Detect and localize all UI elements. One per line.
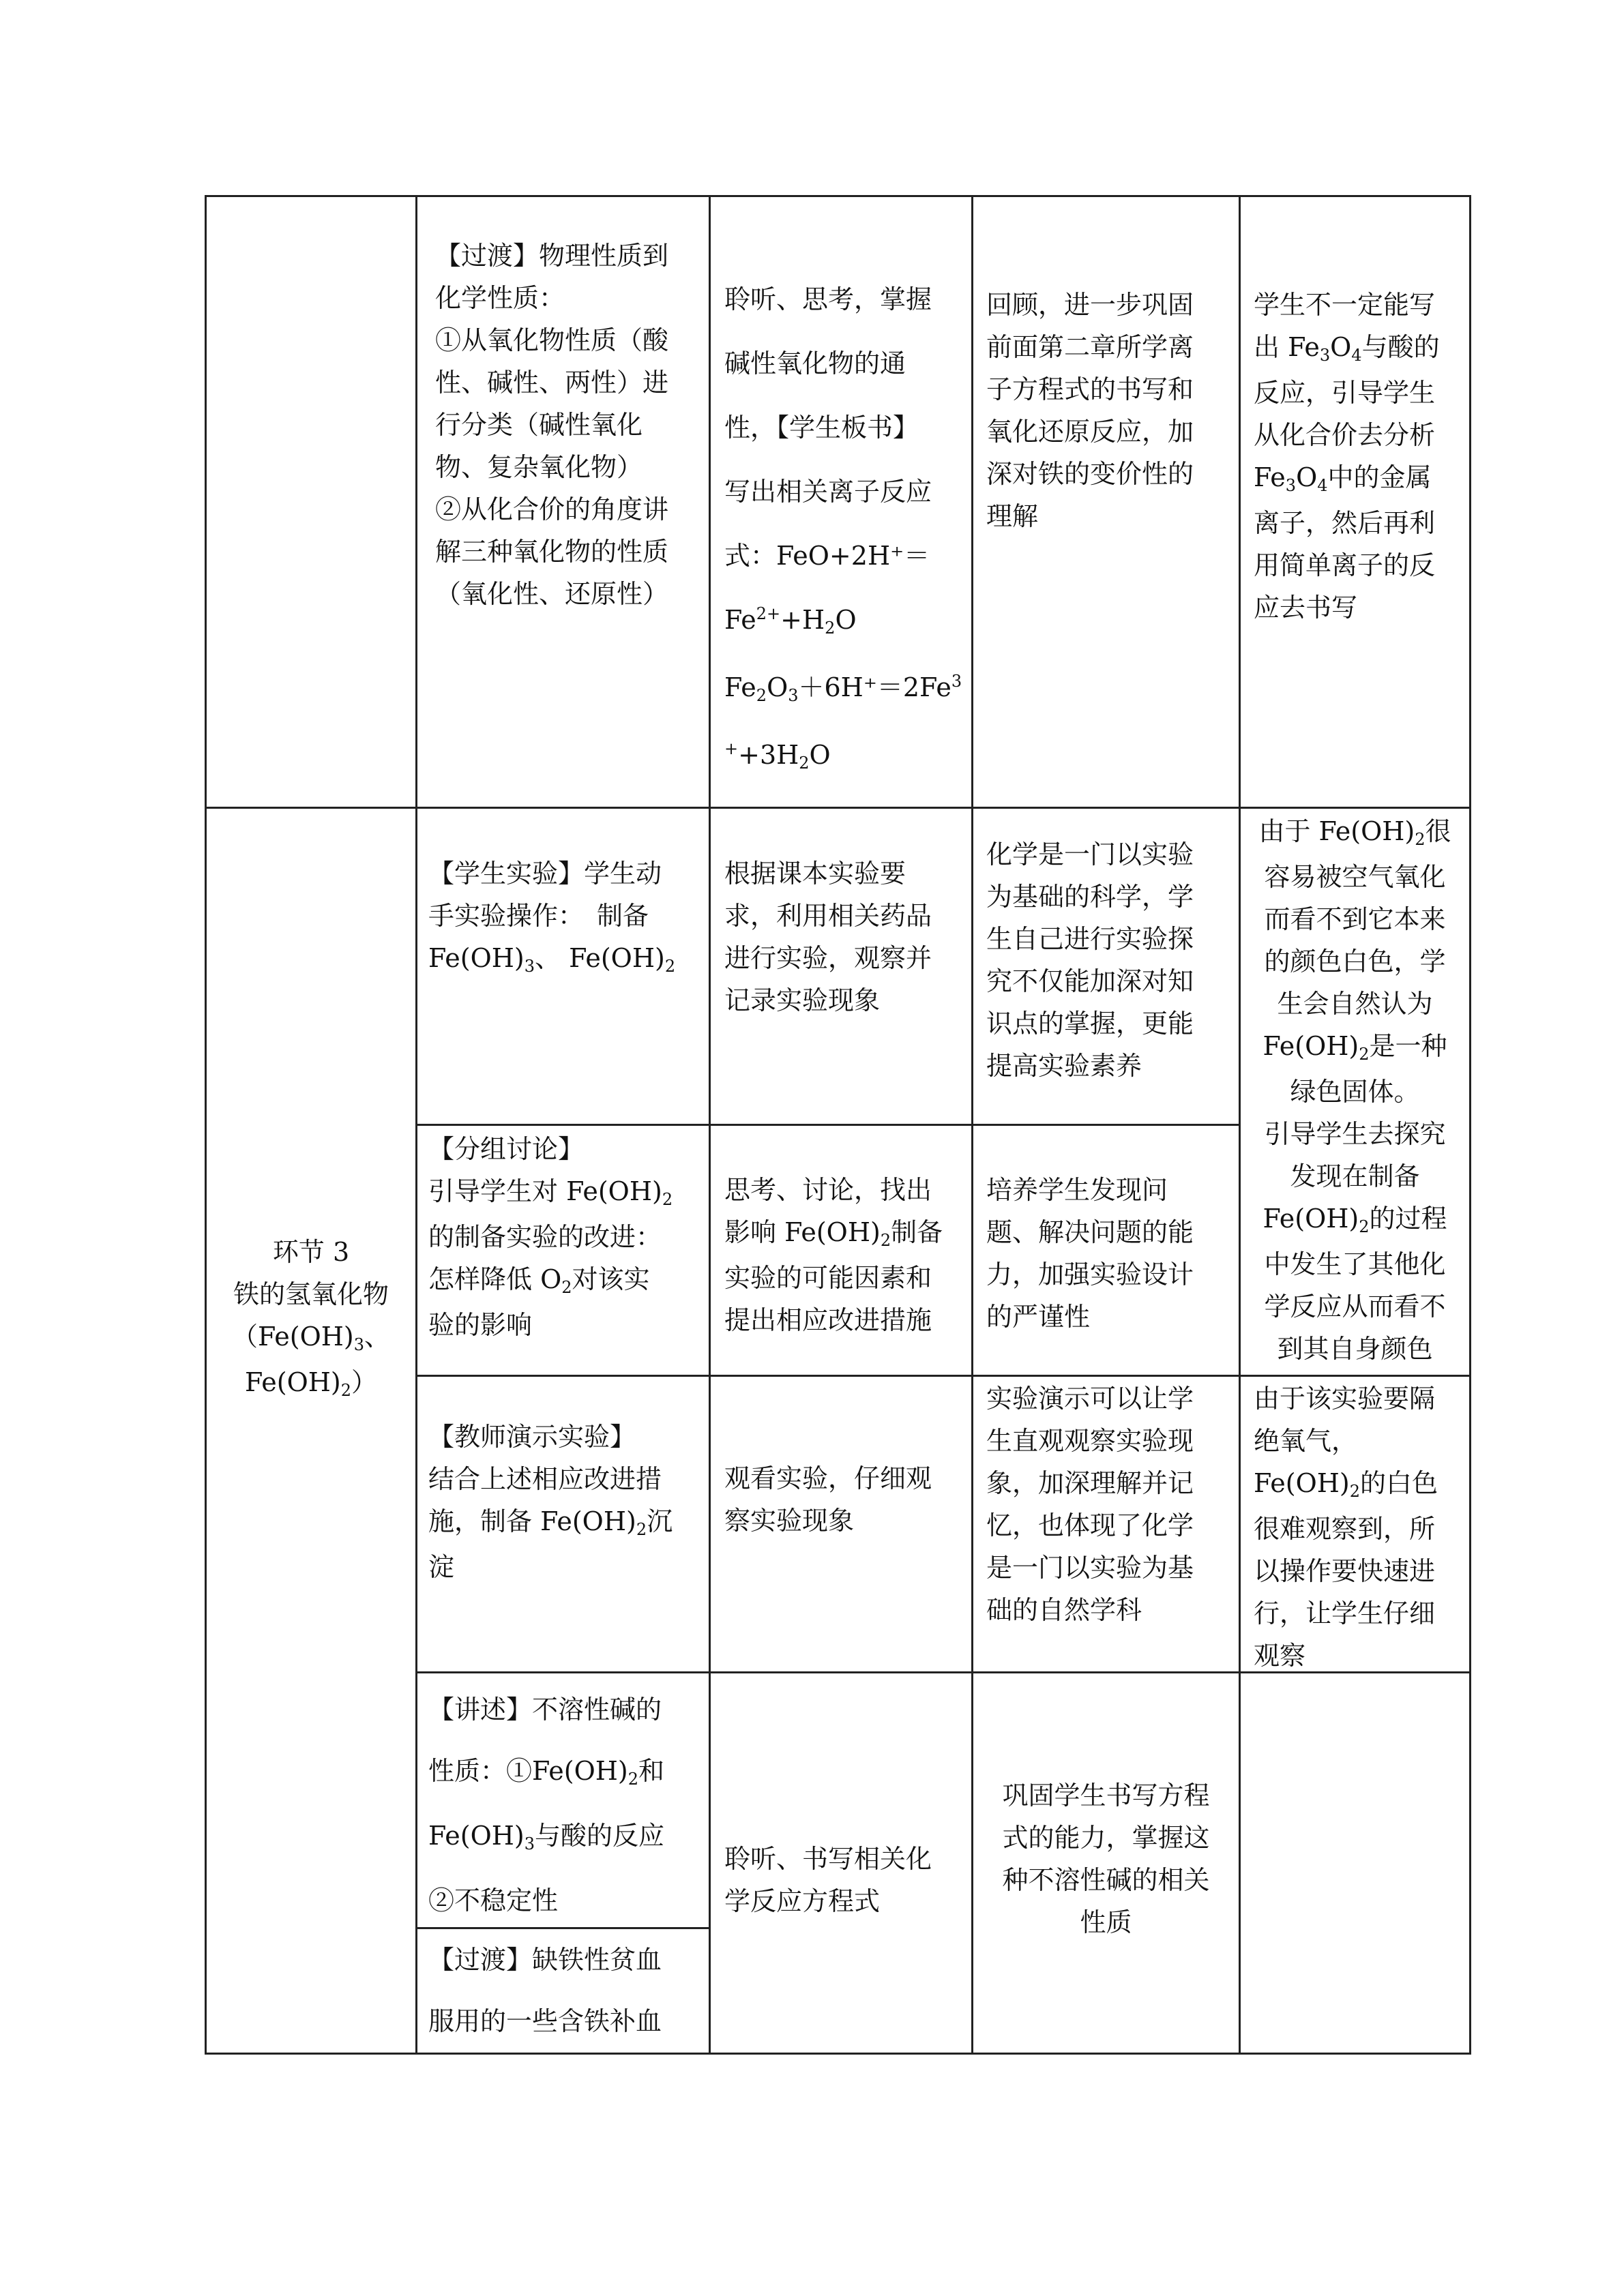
text-part: 沉 [647, 1506, 673, 1536]
subscript: 2 [1359, 1045, 1370, 1064]
superscript: 2+ [756, 604, 781, 623]
text-line [1254, 456, 1471, 502]
row5-activity-cell [428, 1679, 708, 1931]
row4-intent-cell [986, 1377, 1239, 1631]
subscript: 2 [664, 957, 676, 976]
text-line [428, 937, 708, 983]
subscript: 4 [1351, 346, 1362, 365]
text-part: ） [351, 1367, 377, 1397]
text-line: 性、碱性、两性）进 [435, 368, 669, 398]
text-line: 写出相关离子反应 [724, 477, 932, 507]
text-part: 怎样降低 O [428, 1264, 562, 1294]
text-part: 出 Fe [1254, 332, 1320, 362]
text-part: 很 [1425, 816, 1451, 846]
text-line: 种不溶性碱的相关 [1002, 1865, 1210, 1895]
text-line: 淀 [428, 1552, 455, 1582]
text-part: （Fe(OH) [231, 1322, 354, 1352]
text-part: 制备 [891, 1217, 943, 1247]
text-line: 【过渡】缺铁性贫血 [428, 1945, 662, 1975]
row-divider-3 [415, 1375, 1471, 1377]
text-line [207, 1361, 415, 1407]
text-line: 的颜色白色，学 [1264, 946, 1446, 976]
text-line: 【过渡】物理性质到 [435, 241, 669, 271]
text-line: 容易被空气氧化 [1264, 862, 1446, 892]
text-line [1241, 1197, 1469, 1243]
text-line: 【学生实验】学生动 [428, 859, 662, 889]
text-part: 的过程 [1369, 1204, 1447, 1234]
row5-intent-cell [973, 1774, 1239, 1943]
text-line: 验的影响 [428, 1310, 533, 1340]
text-line [724, 1211, 977, 1257]
row1-note-cell [1254, 284, 1471, 629]
text-part: 、 [364, 1322, 391, 1352]
subscript: 3 [1319, 346, 1331, 365]
text-line: 生自己进行实验探 [986, 924, 1194, 954]
text-line: 思考、讨论，找出 [724, 1175, 932, 1205]
eq-part: +3H [738, 740, 799, 770]
text-line: 引导学生去探究 [1264, 1119, 1446, 1149]
text-line: 用简单离子的反 [1254, 550, 1436, 580]
text-line: 化学是一门以实验 [986, 839, 1194, 869]
text-line: （氧化性、还原性） [435, 579, 669, 609]
subscript: 3 [524, 1834, 535, 1853]
subscript: 3 [788, 686, 799, 705]
text-line: 手实验操作： 制备 [428, 901, 649, 931]
text-part: 引导学生对 Fe(OH) [428, 1176, 662, 1206]
text-line: 离子，然后再利 [1254, 508, 1436, 538]
text-line: 【教师演示实验】 [428, 1422, 636, 1452]
text-line [207, 1315, 415, 1361]
row1-activity-cell [435, 235, 708, 615]
text-part: Fe(OH) [428, 1821, 525, 1851]
text-line: 行分类（碱性氧化 [435, 410, 643, 440]
text-line: 前面第二章所学离 [986, 332, 1194, 362]
text-part: Fe [1254, 462, 1286, 492]
merged-note-cell [1241, 810, 1469, 1370]
text-line [1241, 810, 1469, 856]
row3-student-cell [724, 1169, 977, 1341]
text-part: Fe(OH) [428, 943, 525, 973]
text-part: 是一种 [1369, 1031, 1447, 1061]
equation-line: 式：FeO+2H⁺＝ [724, 541, 930, 571]
text-line: ②不稳定性 [428, 1885, 559, 1915]
text-line: 氧化还原反应，加 [986, 417, 1194, 447]
row1-intent-cell [986, 284, 1239, 537]
text-line: 解三种氧化物的性质 [435, 537, 669, 567]
equation-line [724, 655, 977, 723]
text-line: 从化合价去分析 [1254, 420, 1436, 450]
subscript: 2 [799, 754, 810, 773]
text-line: 物、复杂氧化物） [435, 452, 643, 482]
subscript: 2 [756, 686, 767, 705]
text-line: 是一门以实验为基 [986, 1553, 1194, 1583]
text-line: 式的能力，掌握这 [1002, 1823, 1210, 1853]
text-line: 学反应从而看不 [1264, 1292, 1446, 1322]
text-line: 性，【学生板书】 [724, 413, 919, 443]
eq-part: ＋6H⁺＝2Fe [798, 672, 951, 702]
text-line: 【分组讨论】 [428, 1134, 585, 1164]
table-border-top [205, 195, 1471, 197]
text-line [428, 1805, 708, 1870]
text-line: 回顾，进一步巩固 [986, 290, 1194, 320]
text-line: 提出相应改进措施 [724, 1305, 932, 1335]
text-line: 为基础的科学，学 [986, 882, 1194, 912]
stage-title: 铁的氢氧化物 [233, 1279, 389, 1309]
text-line: 题、解决问题的能 [986, 1217, 1194, 1247]
subscript: 2 [825, 618, 836, 638]
text-part: 与酸的 [1361, 332, 1440, 362]
text-line [1254, 326, 1471, 372]
text-line: 服用的一些含铁补血 [428, 2006, 662, 2036]
text-line: 到其自身颜色 [1277, 1334, 1433, 1364]
subscript: 2 [628, 1770, 639, 1789]
text-line: 象，加深理解并记 [986, 1468, 1194, 1498]
text-part: 对该实 [572, 1264, 650, 1294]
row2-activity-cell [428, 852, 708, 983]
text-line [428, 1258, 708, 1304]
superscript: 3 [951, 672, 962, 691]
text-part: 影响 Fe(OH) [724, 1217, 881, 1247]
text-line: 中发生了其他化 [1264, 1249, 1446, 1279]
text-part: 的白色 [1360, 1468, 1438, 1498]
equation-line [724, 723, 977, 790]
text-line: 识点的掌握，更能 [986, 1009, 1194, 1039]
text-line: 深对铁的变价性的 [986, 459, 1194, 489]
text-line: 学反应方程式 [724, 1886, 881, 1916]
row1-student-cell [724, 267, 977, 790]
text-part: O [1296, 462, 1318, 492]
text-line: 观察 [1254, 1641, 1306, 1671]
text-line: 观看实验，仔细观 [724, 1463, 932, 1493]
text-line: 子方程式的书写和 [986, 374, 1194, 404]
text-line: 绝氧气， [1254, 1426, 1358, 1456]
text-line: 聆听、思考，掌握 [724, 284, 932, 314]
row2-student-cell [724, 852, 977, 1022]
subscript: 2 [662, 1190, 673, 1209]
equation-line [724, 588, 977, 655]
subscript: 2 [561, 1278, 572, 1297]
row6-activity-cell [428, 1929, 708, 2052]
text-line: 发现在制备 [1290, 1161, 1420, 1191]
text-line: 础的自然学科 [986, 1595, 1142, 1625]
text-part: Fe(OH) [1263, 1204, 1359, 1234]
text-line [1254, 1462, 1469, 1508]
text-part: 和 [638, 1756, 665, 1786]
text-line: 性质 [1080, 1907, 1132, 1937]
subscript: 3 [524, 957, 535, 976]
text-line: 由于该实验要隔 [1254, 1384, 1436, 1414]
text-line: 反应，引导学生 [1254, 378, 1436, 408]
eq-part: +H [780, 605, 825, 635]
row3-activity-cell [428, 1128, 708, 1346]
eq-part: O [767, 672, 788, 702]
text-part: 由于 Fe(OH) [1258, 816, 1415, 846]
text-line [1241, 1025, 1469, 1071]
text-line: 以操作要快速进 [1254, 1556, 1436, 1586]
eq-part: O [835, 605, 857, 635]
table-border-bottom [205, 2053, 1471, 2055]
eq-part: Fe [724, 672, 756, 702]
text-part: 施，制备 Fe(OH) [428, 1506, 636, 1536]
table-border-left [205, 195, 207, 2055]
text-part: Fe(OH) [244, 1367, 341, 1397]
subscript: 2 [340, 1381, 351, 1400]
text-line: 进行实验，观察并 [724, 943, 932, 973]
subscript: 2 [880, 1231, 891, 1250]
text-line [428, 1740, 708, 1805]
subscript: 2 [636, 1520, 647, 1539]
subscript: 3 [1285, 476, 1297, 495]
text-line: 生直观观察实验现 [986, 1426, 1194, 1456]
text-line: 忆，也体现了化学 [986, 1510, 1194, 1540]
text-part: Fe(OH) [1263, 1031, 1359, 1061]
text-line: 化学性质： [435, 283, 565, 313]
text-line: 求，利用相关药品 [724, 901, 932, 931]
text-part: 性质：①Fe(OH) [428, 1756, 628, 1786]
stage-cell [207, 1231, 415, 1407]
text-line: 生会自然认为 [1277, 989, 1433, 1019]
text-line: 行，让学生仔细 [1254, 1598, 1436, 1628]
row2-intent-cell [986, 833, 1239, 1087]
subscript: 2 [1349, 1482, 1360, 1501]
text-part: 、 Fe(OH) [535, 943, 665, 973]
text-line: 记录实验现象 [724, 985, 881, 1015]
row4-student-cell [724, 1457, 977, 1542]
text-part: 中的金属 [1327, 462, 1432, 492]
text-line: 很难观察到，所 [1254, 1514, 1436, 1544]
row4-note-cell [1254, 1377, 1469, 1677]
text-line: 的制备实验的改进： [428, 1222, 662, 1252]
row4-activity-cell [428, 1416, 708, 1588]
text-line: 聆听、书写相关化 [724, 1844, 932, 1874]
text-line: 结合上述相应改进措 [428, 1464, 662, 1494]
subscript: 4 [1317, 476, 1328, 495]
text-line: 究不仅能加深对知 [986, 966, 1194, 996]
subscript: 2 [1415, 830, 1426, 849]
superscript: + [724, 739, 739, 758]
text-line: 学生不一定能写 [1254, 290, 1436, 320]
text-part: O [1330, 332, 1352, 362]
text-line [428, 1170, 708, 1216]
text-line [428, 1500, 708, 1546]
text-line: 培养学生发现问 [986, 1175, 1168, 1205]
text-line: 而看不到它本来 [1264, 904, 1446, 934]
text-line: 力，加强实验设计 [986, 1259, 1194, 1289]
text-line: 【讲述】不溶性碱的 [428, 1695, 662, 1725]
text-line: ①从氧化物性质（酸 [435, 325, 669, 355]
text-line: 巩固学生书写方程 [1002, 1780, 1210, 1810]
text-line: 提高实验素养 [986, 1051, 1142, 1081]
text-line: 碱性氧化物的通 [724, 348, 906, 378]
row3-intent-cell [986, 1169, 1239, 1338]
text-line: 实验演示可以让学 [986, 1384, 1194, 1414]
text-part: 与酸的反应 [535, 1821, 665, 1851]
row-divider-2 [415, 1124, 1241, 1126]
text-line: 的严谨性 [986, 1302, 1091, 1332]
eq-part: O [809, 740, 831, 770]
text-line: 察实验现象 [724, 1506, 855, 1536]
text-line: 理解 [986, 501, 1039, 531]
row5-student-cell [724, 1838, 977, 1922]
subscript: 2 [1359, 1217, 1370, 1236]
subscript: 3 [353, 1335, 364, 1354]
text-line: ②从化合价的角度讲 [435, 494, 669, 524]
eq-part: Fe [724, 605, 756, 635]
row-divider-1 [205, 807, 1471, 809]
text-line: 绿色固体。 [1290, 1077, 1420, 1107]
text-line: 根据课本实验要 [724, 859, 906, 889]
text-line: 实验的可能因素和 [724, 1263, 932, 1293]
stage-number: 环节 3 [272, 1237, 350, 1267]
text-part: Fe(OH) [1254, 1468, 1350, 1498]
text-line: 应去书写 [1254, 593, 1358, 623]
